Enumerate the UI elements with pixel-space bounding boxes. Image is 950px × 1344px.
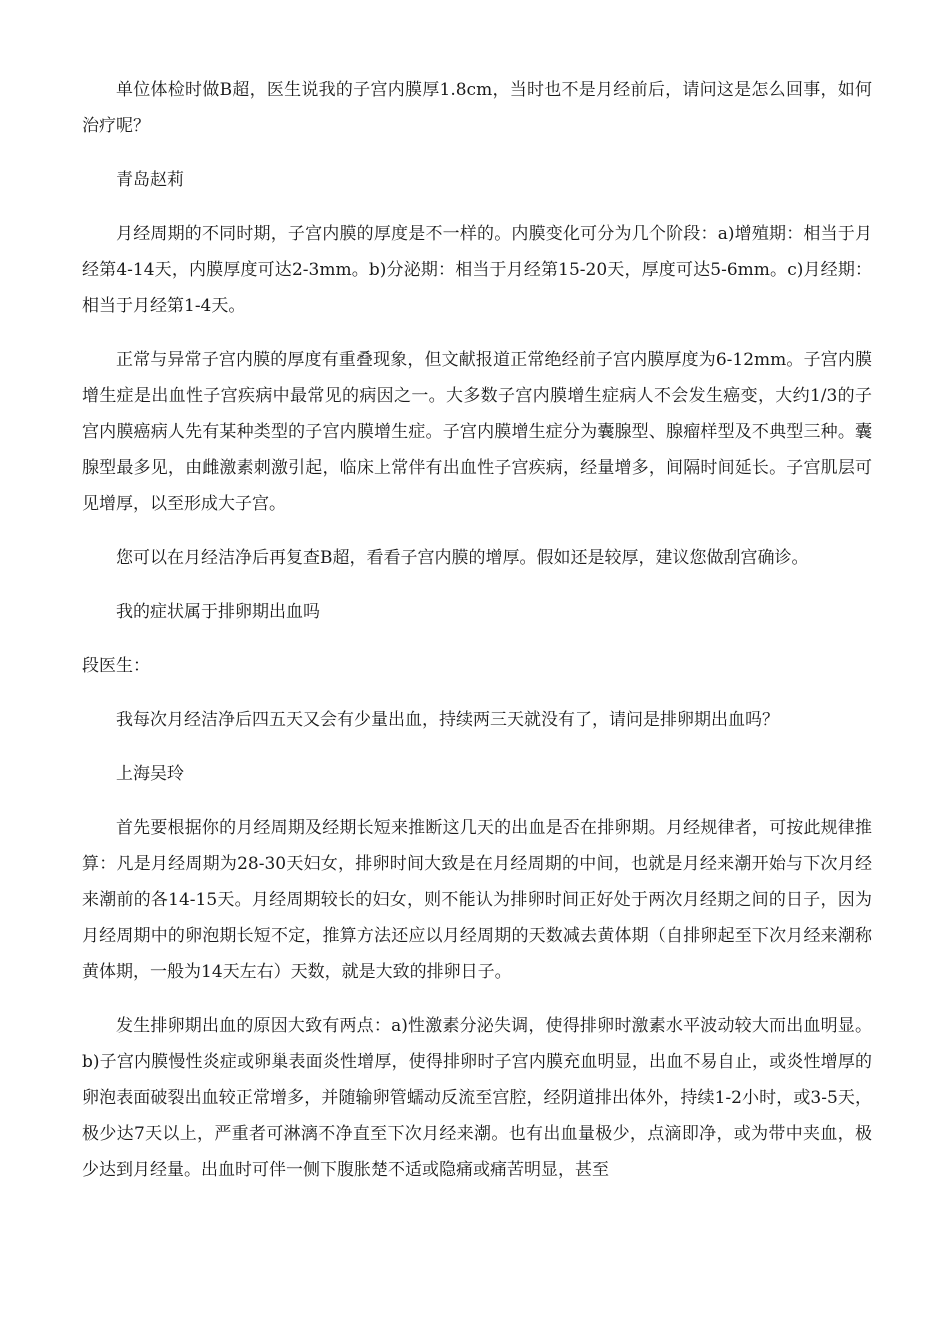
salutation-2: 段医生： (82, 656, 150, 676)
paragraph-answer-2b: 发生排卵期出血的原因大致有两点：a)性激素分泌失调，使得排卵时激素水平波动较大而出血明显。b)子宫内膜慢性炎症或卵巢表面炎性增厚，使得排卵时子宫内膜充血明显，出血不易自止，或炎性增厚的卵泡表面破裂出血较正常增多，并随输卵管蠕动反流至宫腔，经阴道排出体外，持续1-2小时，或3-5天，极少达7天以上，严重者可淋漓不净直至下次月经来潮。也有出血量极少，点滴即净，或为带中夹血，极少达到月经量。出血时可伴一侧下腹胀楚不适或隐痛或痛苦明显，甚至 (82, 1016, 872, 1180)
section-title-2: 我的症状属于排卵期出血吗 (116, 602, 320, 622)
paragraph-question-2: 我每次月经洁净后四五天又会有少量出血，持续两三天就没有了，请问是排卵期出血吗？ (116, 710, 779, 730)
paragraph-answer-2a: 首先要根据你的月经周期及经期长短来推断这几天的出血是否在排卵期。月经规律者，可按此规律推算：凡是月经周期为28-30天妇女，排卵时间大致是在月经周期的中间，也就是月经来潮开始与下次月经来潮前的各14-15天。月经周期较长的妇女，则不能认为排卵时间正好处于两次月经期之间的日子，因为月经周期中的卵泡期长短不定，推算方法还应以月经周期的天数减去黄体期（自排卵起至下次月经来潮称黄体期，一般为14天左右）天数，就是大致的排卵日子。 (82, 818, 872, 982)
paragraph-answer-1a: 月经周期的不同时期，子宫内膜的厚度是不一样的。内膜变化可分为几个阶段：a)增殖期：相当于月经第4-14天，内膜厚度可达2-3mm。b)分泌期：相当于月经第15-20天，厚度可达5-6mm。c)月经期：相当于月经第1-4天。 (82, 224, 872, 316)
paragraph-answer-1c: 您可以在月经洁净后再复查B超，看看子宫内膜的增厚。假如还是较厚，建议您做刮宫确诊。 (116, 548, 809, 568)
document-page (82, 72, 872, 1206)
paragraph-question-1: 单位体检时做B超，医生说我的子宫内膜厚1.8cm，当时也不是月经前后，请问这是怎么回事，如何治疗呢？ (82, 80, 872, 136)
signature-2: 上海吴玲 (116, 764, 184, 784)
signature-1: 青岛赵莉 (116, 170, 184, 190)
paragraph-answer-1b: 正常与异常子宫内膜的厚度有重叠现象，但文献报道正常绝经前子宫内膜厚度为6-12mm。子宫内膜增生症是出血性子宫疾病中最常见的病因之一。大多数子宫内膜增生症病人不会发生癌变，大约1/3的子宫内膜癌病人先有某种类型的子宫内膜增生症。子宫内膜增生症分为囊腺型、腺瘤样型及不典型三种。囊腺型最多见，由雌激素刺激引起，临床上常伴有出血性子宫疾病，经量增多，间隔时间延长。子宫肌层可见增厚，以至形成大子宫。 (82, 350, 872, 514)
